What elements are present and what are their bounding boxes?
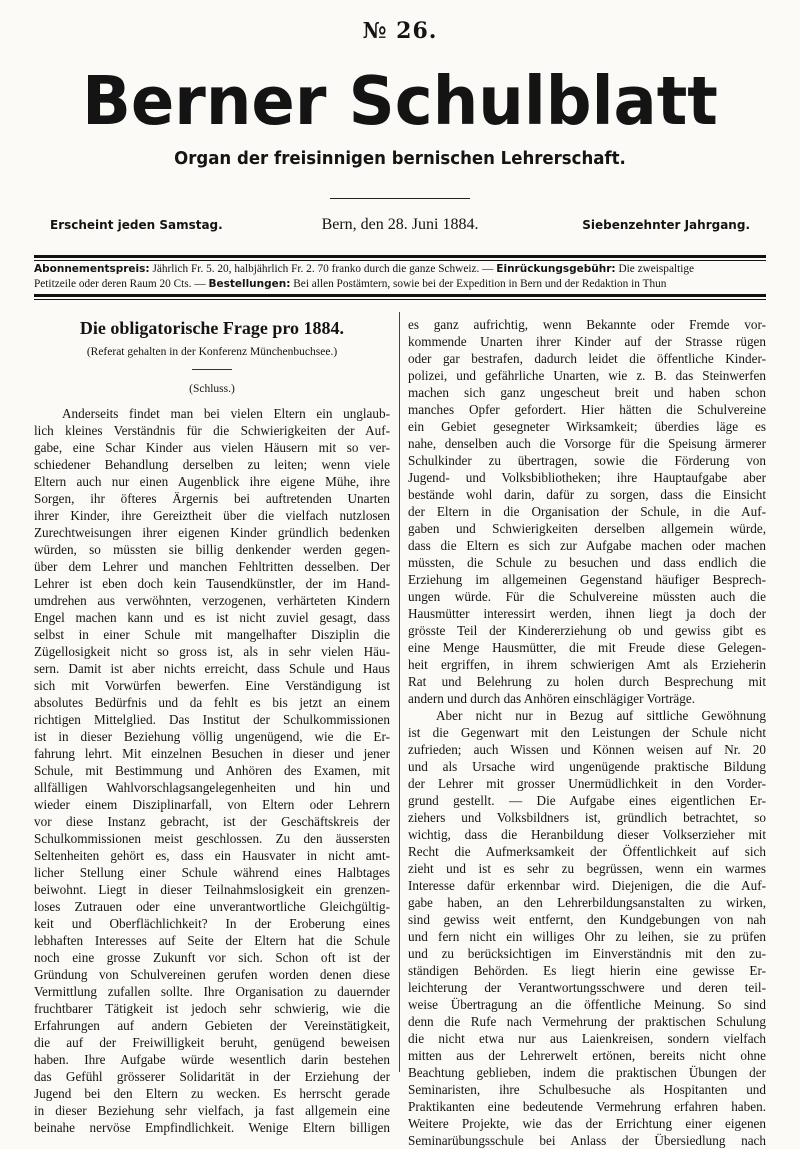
- text-line: sich mit Vorwürfen bewerfen. Eine Verständigung ist: [34, 678, 390, 693]
- text-line: Seltenheiten gehört es, dass ein Hausvater in nicht amt-: [34, 848, 390, 863]
- text-line: in dieser Beziehung sehr vielfach, ja fast allgemein eine: [34, 1103, 390, 1118]
- text-line: umdrehen aus verwöhnten, verzogenen, verhärteten Kindern: [34, 593, 390, 608]
- text-line: über dem Lehrer und manchen Fehltritten desselben. Der: [34, 559, 390, 574]
- text-line: Interesse dafür erkennbar wird. Diejenigen, die die Auf-: [408, 878, 766, 893]
- text-line: Aber nicht nur in Bezug auf sittliche Gewöhnung: [436, 708, 766, 723]
- article-continuation: (Schluss.): [189, 383, 235, 395]
- text-line: es ganz aufrichtig, wenn Bekannte oder Fremde vor-: [408, 317, 766, 332]
- text-line: selbst in einer Schule mit mangelhafter Disziplin die: [34, 627, 390, 642]
- text-line: wichtig, dass die Heranbildung dieser Volkserzieher mit: [408, 827, 766, 842]
- text-line: Beachtung geblieben, indem die praktischen Übungen der: [408, 1065, 766, 1080]
- text-line: gaben und Schwierigkeiten derselben allgemein würde,: [408, 521, 766, 536]
- text-line: fruchtbarer Tätigkeit ist jedoch sehr schwierig, wie die: [34, 1001, 390, 1016]
- petitzeile-text: Petitzeile oder deren Raum 20 Cts. —: [34, 278, 206, 290]
- text-line: Seminaristen, ihre Schulbesuche als Hospitanten und: [408, 1082, 766, 1097]
- text-line: die auf der Freiwilligkeit beruht, genügend beweisen: [34, 1035, 390, 1050]
- text-line: keit und Oberflächlichkeit? In der Eroberung eines: [34, 916, 390, 931]
- text-line: heit ergriffen, in ihrem schwierigen Amt als Erzieherin: [408, 657, 766, 672]
- insertion-fee-text: Die zweispaltige: [618, 263, 695, 275]
- text-line: ungen würde. Für die Schulvereine müssten auch die: [408, 589, 766, 604]
- text-line: nahe, denselben auch die Vorsorge für die Speisung ärmerer: [408, 436, 766, 451]
- text-line: lich kleines Verständnis für die Schwierigkeiten der Auf-: [34, 423, 390, 438]
- text-line: absolutes Bedürfnis und da fehlt es bis jetzt an einem: [34, 695, 390, 710]
- text-line: ein Gebiet gesegneter Wirksamkeit; überdies läge es: [408, 419, 766, 434]
- text-line: Hausmütter interessirt werden, ihnen liegt ja doch der: [408, 606, 766, 621]
- right-column-text: [408, 316, 766, 1149]
- text-line: Erfahrungen auf andern Gebieten der Vereinstätigkeit,: [34, 1018, 390, 1033]
- column-divider: [399, 312, 400, 1072]
- text-line: Sorgen, ihr öfteres Ärgernis bei auftretenden Unarten: [34, 491, 390, 506]
- text-line: ziehers und Volksbildners ist, gründlich betrachtet, so: [408, 810, 766, 825]
- text-line: Anderseits findet man bei vielen Eltern ein unglaub-: [62, 406, 390, 421]
- text-line: loses Zutrauen oder eine unverantwortliche Gleichgültig-: [34, 899, 390, 914]
- text-line: mitten aus der Lehrerwelt ertönen, bereits nicht ohne: [408, 1048, 766, 1063]
- text-line: Jugend bei den Eltern zu wecken. Es herrscht gerade: [34, 1086, 390, 1101]
- column-right: [408, 316, 766, 1149]
- header-divider: [330, 198, 470, 199]
- text-line: lebhaften Interesses auf Seite der Eltern hat die Schule: [34, 933, 390, 948]
- text-line: ihrer Kinder, ihre Gereiztheit über die vielfach nutzlosen: [34, 508, 390, 523]
- text-line: der Eltern in die Organisation der Schule, in die Auf-: [408, 504, 766, 519]
- text-line: Schule, mit Bestimmung und Anhören des Examen, mit: [34, 763, 390, 778]
- place-and-date: Bern, den 28. Juni 1884.: [321, 216, 479, 233]
- column-left: [34, 314, 390, 1136]
- text-line: oder gar bestrafen, dadurch leidet die öffentliche Kinder-: [408, 351, 766, 366]
- orders-text: Bei allen Postämtern, sowie bei der Expedition in Bern und der Redaktion in Thun: [293, 278, 667, 290]
- text-line: würden, so müssten sie billig denkender werden gegen-: [34, 542, 390, 557]
- rule-bottom-thin: [34, 299, 766, 300]
- text-line: und als Ursache wird ungenügende praktische Bildung: [408, 759, 766, 774]
- text-line: leichterung der Verantwortungsschwere und deren teil-: [408, 980, 766, 995]
- text-line: sern. Damit ist aber nichts erreicht, dass Schule und Haus: [34, 661, 390, 676]
- rule-top-thick: [34, 255, 766, 258]
- text-line: und fern nicht ein williges Ohr zu leihen, sie zu prüfen: [408, 929, 766, 944]
- subscription-line-2: [34, 277, 766, 292]
- text-line: weise Übertragung an die öffentliche Meinung. So sind: [408, 997, 766, 1012]
- insertion-fee-label: Einrückungsgebühr:: [496, 263, 616, 275]
- text-line: gabe, eine Schar Kinder aus vielen Häusern mit so ver-: [34, 440, 390, 455]
- text-line: schiedener Behandlung derselben zu leiten; wenn viele: [34, 457, 390, 472]
- publication-frequency: Erscheint jeden Samstag.: [50, 218, 223, 232]
- text-line: grund gestellt. — Die Aufgabe eines eigentlichen Er-: [408, 793, 766, 808]
- text-line: sind gewiss weit entfernt, den Kundgebungen von nah: [408, 912, 766, 927]
- masthead-subtitle: Organ der freisinnigen bernischen Lehrerschaft.: [174, 148, 626, 169]
- article-title-rule: [192, 369, 232, 370]
- text-line: zufrieden; auch Wissen und Können weisen auf Nr. 20: [408, 742, 766, 757]
- issue-number: № 26.: [362, 18, 438, 44]
- text-line: eine Menge Hausmütter, die mit Freude diese Gelegen-: [408, 640, 766, 655]
- article-note: (Referat gehalten in der Konferenz Münchenbuchsee.): [86, 346, 338, 358]
- rule-top-thin: [34, 260, 766, 261]
- text-line: andern und durch das Anhören einschlägiger Vorträge.: [408, 691, 695, 706]
- text-line: Gründung von Schulvereinen gerufen worden denen diese: [34, 967, 390, 982]
- text-line: ist in dieser Beziehung völlig ungenügend, wie die Er-: [34, 729, 390, 744]
- text-line: müssten, die Schule zu besuchen und dass endlich die: [408, 555, 766, 570]
- text-line: Praktikanten eine bedeutende Vermehrung erfahren haben.: [408, 1099, 766, 1114]
- info-bar: [50, 218, 750, 240]
- text-line: gabe haben, an den Lehrerbildungsanstalten zu wirken,: [408, 895, 766, 910]
- text-line: machen sich ganz ungescheut breit und haben schon: [408, 385, 766, 400]
- text-line: Weitere Projekte, wie das der Errichtung einer eigenen: [408, 1116, 766, 1131]
- text-line: Jugend- und Volksbibliotheken; ihre Hauptaufgabe aber: [408, 470, 766, 485]
- text-line: Eltern auch nur einen Augenblick ihre eigene Mühe, ihre: [34, 474, 390, 489]
- masthead-title: Berner Schulblatt: [82, 63, 718, 141]
- text-line: polizei, und gefährliche Unarten, wie z. B. das Steinwerfen: [408, 368, 766, 383]
- text-line: Lehrer ist eben doch kein Tausendkünstler, der im Hand-: [34, 576, 390, 591]
- text-line: allfälligen Wahlvorschlagsangelegenheiten und hin und: [34, 780, 390, 795]
- article-title: Die obligatorische Frage pro 1884.: [79, 318, 345, 338]
- text-line: Erziehung im allgemeinen Gegenstand häufiger Besprech-: [408, 572, 766, 587]
- text-line: licher Stellung einer Schule während eines Halbtages: [34, 865, 390, 880]
- text-line: zieht und ist es sehr zu begrüssen, wenn ein warmes: [408, 861, 766, 876]
- text-line: haben. Ihre Aufgabe würde wesentlich darin bestehen: [34, 1052, 390, 1067]
- text-line: Vermittlung zufallen sollte. Ihre Organisation zu dauernder: [34, 984, 390, 999]
- text-line: wieder einem Disziplinarfall, von Eltern oder Lehrern: [34, 797, 390, 812]
- text-line: richtigen Mittelglied. Das Institut der Schulkommissionen: [34, 712, 390, 727]
- text-line: Zurechtweisungen ihrer eigenen Kinder gründlich bedenken: [34, 525, 390, 540]
- text-line: ständigen Behörden. Es liegt hierin eine gewisse Er-: [408, 963, 766, 978]
- text-line: denn die Rufe nach Vermehrung der praktischen Schulung: [408, 1014, 766, 1029]
- text-line: die nicht etwa nur aus Laienkreisen, sondern vielfach: [408, 1031, 766, 1046]
- text-line: fahrung lehrt. Mit einzelnen Besuchen in dieser und jener: [34, 746, 390, 761]
- text-line: das Gefühl grösserer Solidarität in der Erziehung der: [34, 1069, 390, 1084]
- text-line: bestände wohl darin, dafür zu sorgen, dass die Einsicht: [408, 487, 766, 502]
- text-line: kommende Unarten ihrer Kinder auf der Strasse rügen: [408, 334, 766, 349]
- text-line: noch eine grosse Zukunft vor sich. Schon oft ist der: [34, 950, 390, 965]
- text-line: Schulkommissionen meist geschlossen. Zu den äussersten: [34, 831, 390, 846]
- text-line: beiwohnt. Liegt in dieser Teilnahmslosigkeit ein grenzen-: [34, 882, 390, 897]
- text-line: manches Opfer gefordert. Hier hätten die Schulvereine: [408, 402, 766, 417]
- subscription-line-1: [34, 262, 766, 277]
- text-line: ist die Gegenwart mit den Leistungen der Schule nicht: [408, 725, 766, 740]
- text-line: Seminarübungsschule bei Anlass der Übersiedlung nach: [408, 1133, 766, 1148]
- text-line: beinahe nervöse Empfindlichkeit. Wenige Eltern billigen: [34, 1120, 390, 1135]
- rule-bottom-thick: [34, 294, 766, 297]
- left-column-text: [34, 405, 390, 1136]
- text-line: und zu berücksichtigen im Einverständnis mit den zu-: [408, 946, 766, 961]
- orders-label: Bestellungen:: [208, 278, 291, 290]
- text-line: Zügellosigkeit nicht so gross ist, als in sehr vielen Häu-: [34, 644, 390, 659]
- text-line: Recht die Aufmerksamkeit der Öffentlichkeit auf sich: [408, 844, 766, 859]
- text-line: Engel machen kann und es ist nicht zuviel gesagt, dass: [34, 610, 390, 625]
- text-line: Schulkinder zu übertragen, sowie die Förderung von: [408, 453, 766, 468]
- text-line: Rat und Belehrung zu holen durch Besprechung mit: [408, 674, 766, 689]
- text-line: der Lehrer mit grosser Unermüdlichkeit in den Vorder-: [408, 776, 766, 791]
- subscription-price-text: Jährlich Fr. 5. 20, halbjährlich Fr. 2. 70 franko durch die ganze Schweiz. —: [152, 263, 494, 275]
- text-line: vor diese Instanz gebracht, ist der Geschäftskreis der: [34, 814, 390, 829]
- text-line: dass die Eltern es sich zur Aufgabe machen oder machen: [408, 538, 766, 553]
- subscription-price-label: Abonnementspreis:: [34, 263, 150, 275]
- text-line: grösste Teil der Kindererziehung ob und gewiss gibt es: [408, 623, 766, 638]
- volume-year: Siebenzehnter Jahrgang.: [582, 218, 750, 232]
- subscription-info: [34, 262, 766, 292]
